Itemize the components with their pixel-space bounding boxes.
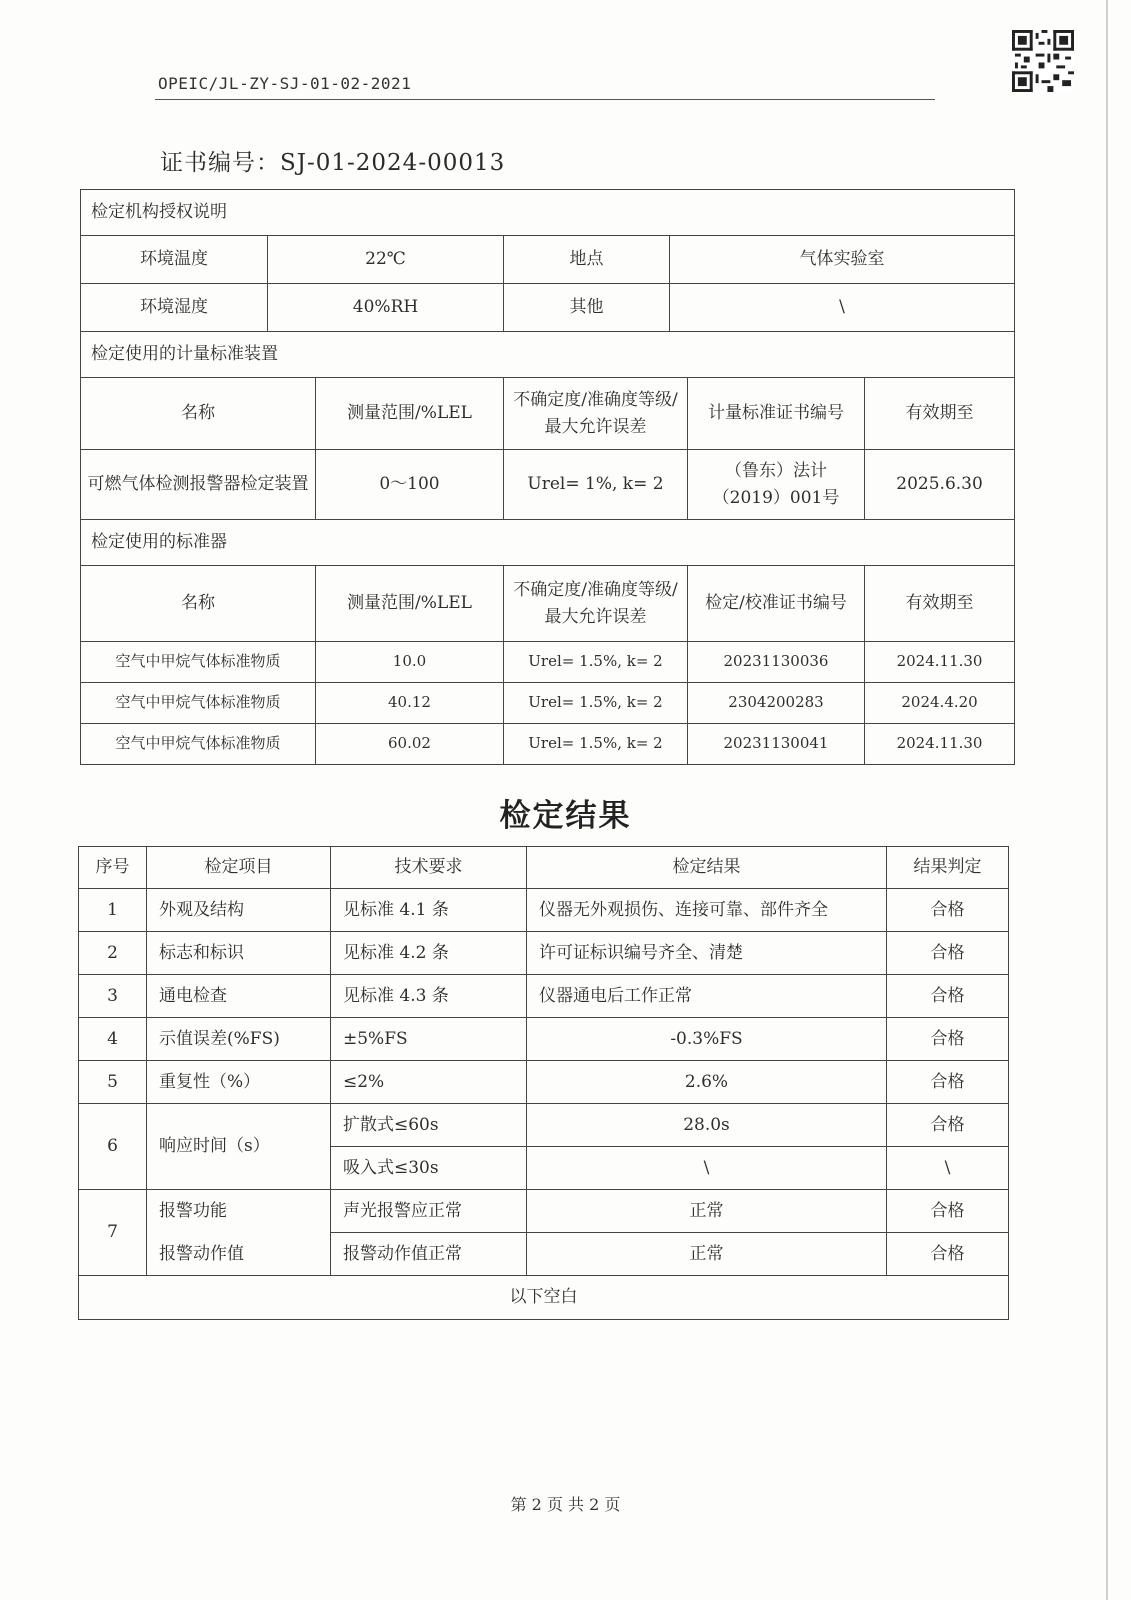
- result-value: 正常: [527, 1190, 887, 1233]
- result-row-4: [79, 1018, 1009, 1061]
- standard-name: 空气中甲烷气体标准物质: [81, 683, 316, 724]
- header-requirement: 技术要求: [331, 847, 527, 889]
- result-item: 响应时间（s）: [147, 1104, 331, 1190]
- standards-row: [81, 724, 1015, 765]
- standard-uncert: Urel= 1.5%, k= 2: [504, 683, 688, 724]
- section-auth-label: 检定机构授权说明: [81, 190, 1015, 236]
- results-title: 检定结果: [499, 798, 632, 834]
- device-header-name: 名称: [81, 378, 316, 450]
- result-verdict: 合格: [887, 975, 1009, 1018]
- certificate-number: 证书编号：SJ-01-2024-00013: [160, 150, 506, 176]
- standards-header-name: 名称: [81, 566, 316, 642]
- result-value: -0.3%FS: [527, 1018, 887, 1061]
- place-label: 地点: [504, 236, 670, 284]
- result-value: 仪器通电后工作正常: [527, 975, 887, 1018]
- standards-header-valid: 有效期至: [865, 566, 1015, 642]
- standard-cert: 20231130041: [688, 724, 865, 765]
- header-result: 检定结果: [527, 847, 887, 889]
- standards-header-cert: 检定/校准证书编号: [688, 566, 865, 642]
- result-requirement: 吸入式≤30s: [331, 1147, 527, 1190]
- section-device-label: 检定使用的计量标准装置: [81, 332, 1015, 378]
- device-header-row: [81, 378, 1015, 450]
- device-cert: （鲁东）法计（2019）001号: [688, 450, 865, 520]
- result-row-2: [79, 932, 1009, 975]
- header-verdict: 结果判定: [887, 847, 1009, 889]
- device-valid: 2025.6.30: [865, 450, 1015, 520]
- standard-uncert: Urel= 1.5%, k= 2: [504, 724, 688, 765]
- result-row-3: [79, 975, 1009, 1018]
- result-verdict: 合格: [887, 932, 1009, 975]
- document-code: OPEIC/JL-ZY-SJ-01-02-2021: [158, 74, 412, 93]
- standard-cert: 2304200283: [688, 683, 865, 724]
- result-item: 标志和标识: [147, 932, 331, 975]
- result-verdict: 合格: [887, 1104, 1009, 1147]
- place-value: 气体实验室: [670, 236, 1015, 284]
- standards-row: [81, 683, 1015, 724]
- result-item: 报警功能: [147, 1190, 331, 1233]
- qr-code-icon: [1012, 30, 1074, 92]
- humidity-value: 40%RH: [268, 284, 504, 332]
- device-range: 0～100: [316, 450, 504, 520]
- temperature-value: 22℃: [268, 236, 504, 284]
- result-requirement: 报警动作值正常: [331, 1233, 527, 1276]
- result-requirement: 见标准 4.3 条: [331, 975, 527, 1018]
- result-value: 28.0s: [527, 1104, 887, 1147]
- other-value: \: [670, 284, 1015, 332]
- result-verdict: \: [887, 1147, 1009, 1190]
- result-item: 示值误差(%FS): [147, 1018, 331, 1061]
- result-requirement: ±5%FS: [331, 1018, 527, 1061]
- result-row-6a: [79, 1104, 1009, 1147]
- result-item: 外观及结构: [147, 889, 331, 932]
- temperature-label: 环境温度: [81, 236, 268, 284]
- result-row-7a: [79, 1190, 1009, 1233]
- standard-name: 空气中甲烷气体标准物质: [81, 724, 316, 765]
- verification-conditions-table: [80, 189, 1015, 765]
- result-item: 通电检查: [147, 975, 331, 1018]
- section-row-device: [81, 332, 1015, 378]
- result-requirement: 见标准 4.1 条: [331, 889, 527, 932]
- device-row: [81, 450, 1015, 520]
- humidity-label: 环境湿度: [81, 284, 268, 332]
- section-standards-label: 检定使用的标准器: [81, 520, 1015, 566]
- result-value: \: [527, 1147, 887, 1190]
- environment-row-1: [81, 236, 1015, 284]
- result-value: 仪器无外观损伤、连接可靠、部件齐全: [527, 889, 887, 932]
- standard-range: 60.02: [316, 724, 504, 765]
- result-requirement: 见标准 4.2 条: [331, 932, 527, 975]
- device-name: 可燃气体检测报警器检定装置: [81, 450, 316, 520]
- result-no: 6: [79, 1104, 147, 1190]
- result-verdict: 合格: [887, 1061, 1009, 1104]
- result-no: 1: [79, 889, 147, 932]
- standard-range: 40.12: [316, 683, 504, 724]
- header-item: 检定项目: [147, 847, 331, 889]
- standard-uncert: Urel= 1.5%, k= 2: [504, 642, 688, 683]
- result-row-1: [79, 889, 1009, 932]
- results-header-row: [79, 847, 1009, 889]
- results-table: [78, 846, 1009, 1320]
- blank-note-row: [79, 1276, 1009, 1320]
- standard-valid: 2024.11.30: [865, 724, 1015, 765]
- page-footer: 第 2 页 共 2 页: [510, 1495, 621, 1514]
- result-value: 2.6%: [527, 1061, 887, 1104]
- standards-header-uncert: 不确定度/准确度等级/最大允许误差: [504, 566, 688, 642]
- device-header-cert: 计量标准证书编号: [688, 378, 865, 450]
- standards-row: [81, 642, 1015, 683]
- result-no: 7: [79, 1190, 147, 1276]
- result-requirement: 声光报警应正常: [331, 1190, 527, 1233]
- result-verdict: 合格: [887, 1233, 1009, 1276]
- standard-name: 空气中甲烷气体标准物质: [81, 642, 316, 683]
- result-verdict: 合格: [887, 889, 1009, 932]
- result-no: 5: [79, 1061, 147, 1104]
- result-no: 3: [79, 975, 147, 1018]
- result-value: 许可证标识编号齐全、清楚: [527, 932, 887, 975]
- other-label: 其他: [504, 284, 670, 332]
- device-header-range: 测量范围/%LEL: [316, 378, 504, 450]
- header-no: 序号: [79, 847, 147, 889]
- result-row-5: [79, 1061, 1009, 1104]
- device-uncert: Urel= 1%, k= 2: [504, 450, 688, 520]
- blank-note: 以下空白: [79, 1276, 1009, 1320]
- standard-range: 10.0: [316, 642, 504, 683]
- standard-valid: 2024.11.30: [865, 642, 1015, 683]
- device-header-valid: 有效期至: [865, 378, 1015, 450]
- result-requirement: 扩散式≤60s: [331, 1104, 527, 1147]
- result-verdict: 合格: [887, 1190, 1009, 1233]
- result-requirement: ≤2%: [331, 1061, 527, 1104]
- header-rule: [155, 99, 935, 100]
- result-verdict: 合格: [887, 1018, 1009, 1061]
- standard-cert: 20231130036: [688, 642, 865, 683]
- device-header-uncert: 不确定度/准确度等级/最大允许误差: [504, 378, 688, 450]
- standards-header-range: 测量范围/%LEL: [316, 566, 504, 642]
- standards-header-row: [81, 566, 1015, 642]
- result-value: 正常: [527, 1233, 887, 1276]
- environment-row-2: [81, 284, 1015, 332]
- section-row-standards: [81, 520, 1015, 566]
- standard-valid: 2024.4.20: [865, 683, 1015, 724]
- result-item: 重复性（%）: [147, 1061, 331, 1104]
- result-item: 报警动作值: [147, 1233, 331, 1276]
- result-row-7b: [79, 1233, 1009, 1276]
- result-no: 4: [79, 1018, 147, 1061]
- result-no: 2: [79, 932, 147, 975]
- section-row-auth: [81, 190, 1015, 236]
